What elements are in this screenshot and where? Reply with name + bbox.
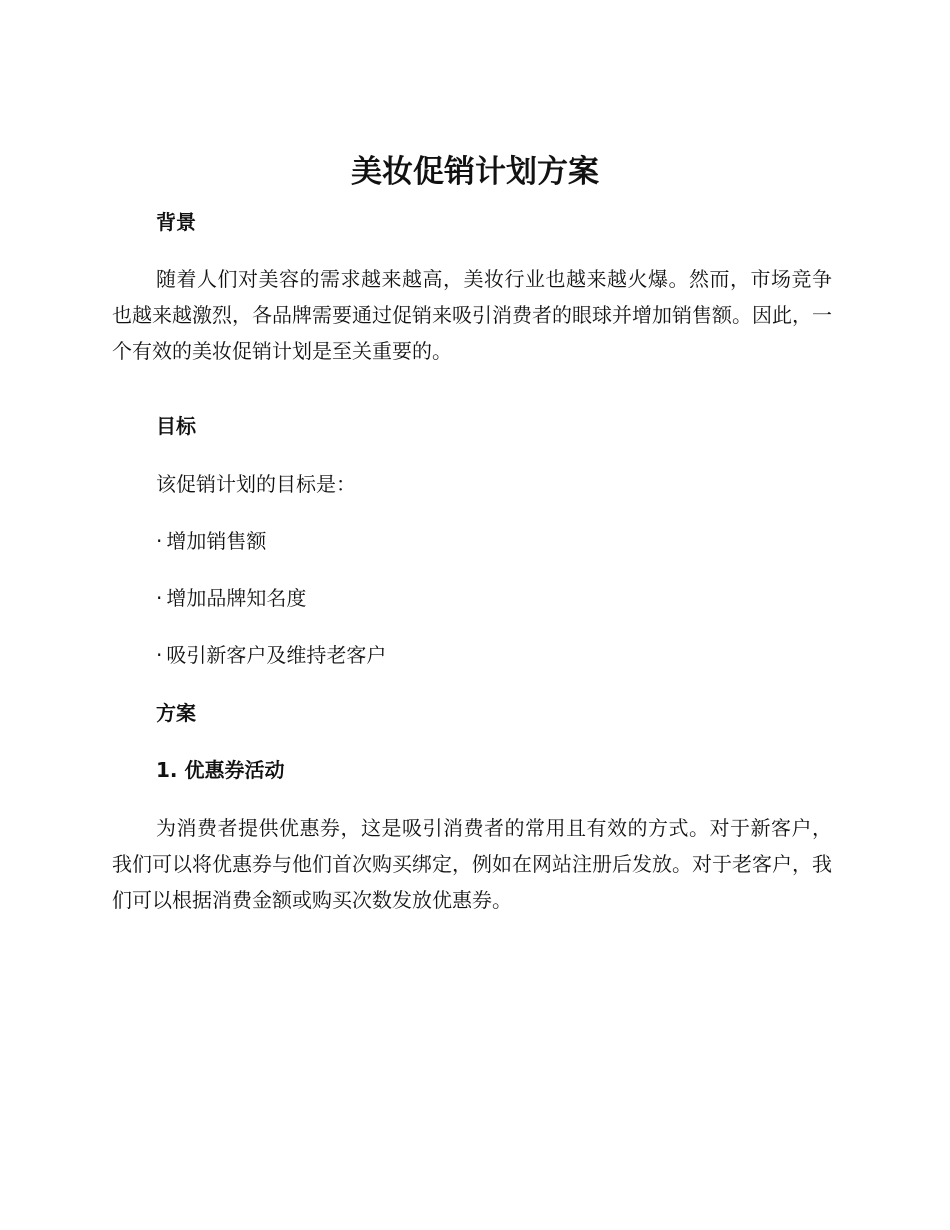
goals-intro: 该促销计划的目标是：	[156, 472, 356, 496]
goal-list-item	[156, 641, 386, 669]
document-title: 美妆促销计划方案	[351, 154, 599, 190]
goal-item-text: 增加品牌知名度	[166, 586, 307, 610]
goal-list-item	[156, 584, 306, 612]
goal-item-text: 增加销售额	[166, 529, 267, 553]
goal-item-text: 吸引新客户及维持老客户	[166, 643, 387, 667]
goal-list-item	[156, 527, 266, 555]
bullet-marker: ·	[156, 586, 163, 610]
background-paragraph: 随着人们对美容的需求越来越高，美妆行业也越来越火爆。然而，市场竞争也越来越激烈，各品牌需要通过促销来吸引消费者的眼球并增加销售额。因此，一个有效的美妆促销计划是至关重要的。	[112, 267, 832, 363]
section-heading-background: 背景	[156, 210, 196, 234]
section-heading-plan: 方案	[156, 701, 196, 725]
bullet-marker: ·	[156, 643, 163, 667]
plan-subheading-coupons: 1. 优惠券活动	[156, 758, 285, 782]
section-heading-goals: 目标	[156, 414, 196, 438]
coupon-paragraph: 为消费者提供优惠券，这是吸引消费者的常用且有效的方式。对于新客户，我们可以将优惠券与他们首次购买绑定，例如在网站注册后发放。对于老客户，我们可以根据消费金额或购买次数发放优惠券。	[112, 816, 832, 912]
bullet-marker: ·	[156, 529, 163, 553]
